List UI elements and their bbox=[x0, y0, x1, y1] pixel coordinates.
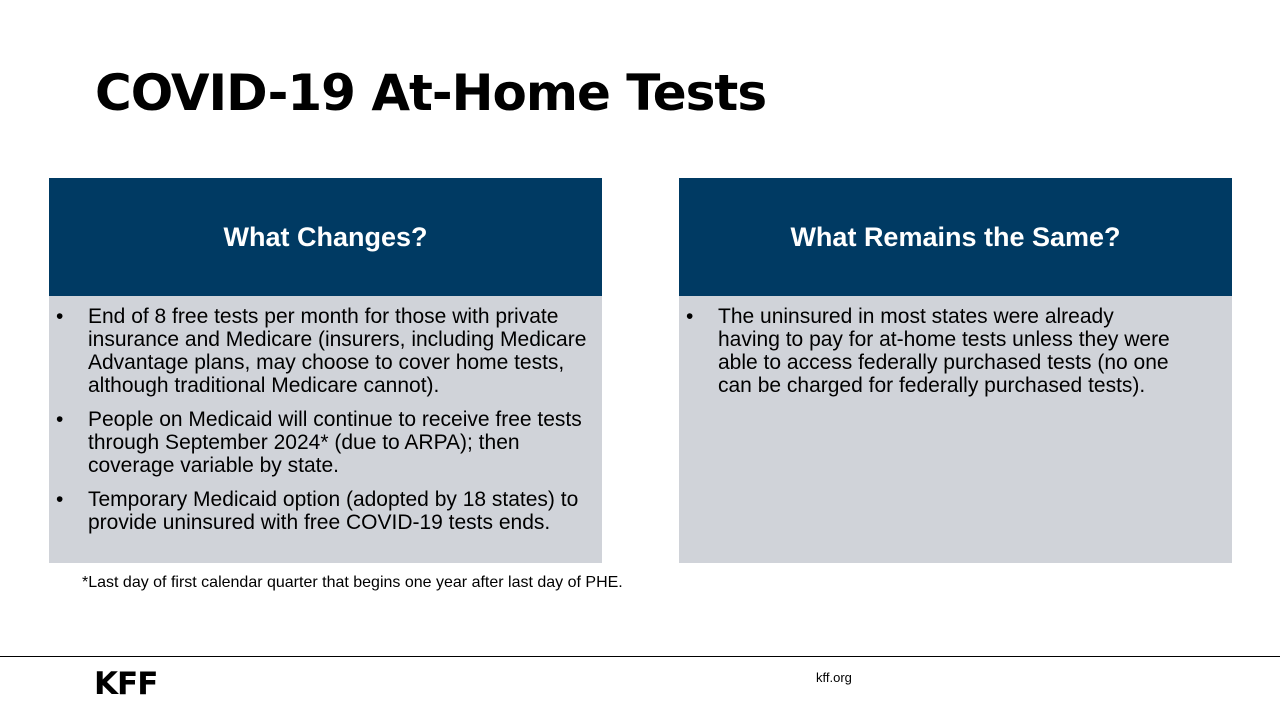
what-changes-body bbox=[49, 296, 602, 563]
what-remains-panel bbox=[679, 178, 1232, 563]
footnote: *Last day of first calendar quarter that begins one year after last day of PHE. bbox=[82, 574, 623, 591]
bullet-text: People on Medicaid will continue to receive free tests through September 2024* (due to ARPA); then coverage variable by state. bbox=[88, 408, 582, 477]
what-remains-body bbox=[679, 296, 1232, 563]
list-item bbox=[49, 305, 602, 397]
bullet-icon: • bbox=[56, 408, 64, 431]
list-item bbox=[679, 305, 1232, 397]
list-item bbox=[49, 408, 602, 477]
footer-divider bbox=[0, 656, 1280, 657]
what-remains-list bbox=[679, 305, 1232, 397]
bullet-text: The uninsured in most states were already having to pay for at-home tests unless they were able to access federally purchased tests (no one can be charged for federally purchased tests). bbox=[718, 305, 1170, 397]
list-item bbox=[49, 488, 602, 534]
bullet-icon: • bbox=[686, 305, 694, 328]
kff-logo: KFF bbox=[94, 666, 158, 702]
what-remains-heading: What Remains the Same? bbox=[679, 178, 1232, 296]
what-changes-heading: What Changes? bbox=[49, 178, 602, 296]
bullet-icon: • bbox=[56, 305, 64, 328]
what-changes-list bbox=[49, 305, 602, 534]
bullet-text: Temporary Medicaid option (adopted by 18 states) to provide uninsured with free COVID-19 tests ends. bbox=[88, 488, 579, 534]
footer-url: kff.org bbox=[816, 670, 852, 685]
bullet-icon: • bbox=[56, 488, 64, 511]
what-changes-panel bbox=[49, 178, 602, 563]
slide-title: COVID-19 At-Home Tests bbox=[95, 64, 767, 122]
bullet-text: End of 8 free tests per month for those with private insurance and Medicare (insurers, including Medicare Advantage plans, may choose to cover home tests, although traditional Medicare cannot). bbox=[88, 305, 587, 397]
